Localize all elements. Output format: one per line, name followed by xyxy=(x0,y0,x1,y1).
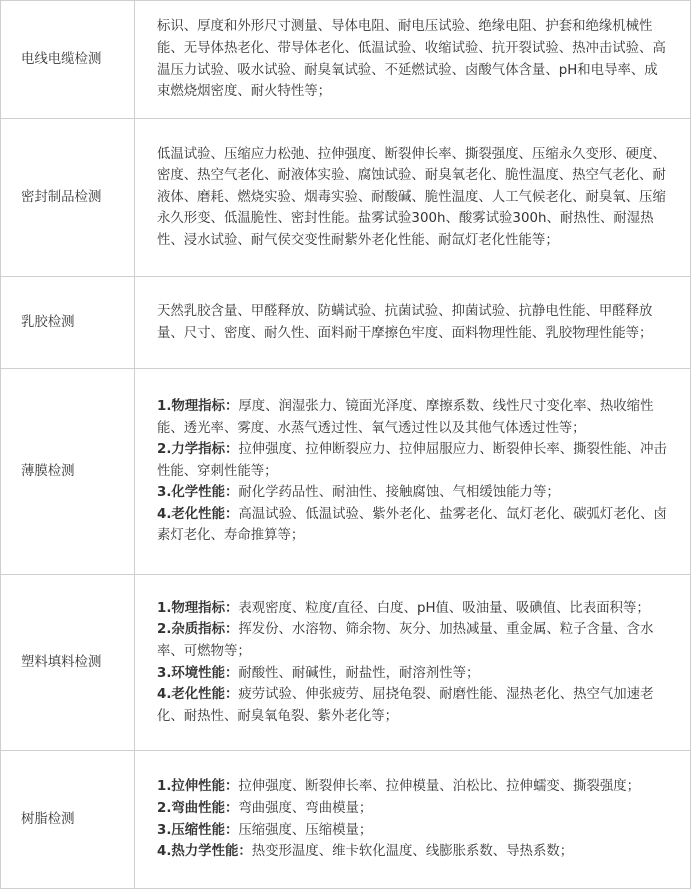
category-cell: 电线电缆检测 xyxy=(1,1,135,119)
item-title: 1.物理指标： xyxy=(157,398,239,414)
item-title: 2.力学指标： xyxy=(157,442,239,458)
detail-cell xyxy=(135,751,691,889)
item-text: 弯曲强度、弯曲模量； xyxy=(238,800,373,816)
item-title: 3.压缩性能： xyxy=(157,822,239,838)
table-row xyxy=(1,751,691,889)
category-cell: 密封制品检测 xyxy=(1,119,135,277)
table-row xyxy=(1,119,691,277)
detail-cell xyxy=(135,369,691,575)
item-text: 耐酸性、耐碱性，耐盐性，耐溶剂性等； xyxy=(238,665,480,681)
item-text: 挥发份、水溶物、筛余物、灰分、加热减量、重金属、粒子含量、含水率、可燃物等； xyxy=(157,622,654,659)
category-cell: 塑料填料检测 xyxy=(1,575,135,751)
detail-cell: 标识、厚度和外形尺寸测量、导体电阻、耐电压试验、绝缘电阻、护套和绝缘机械性能、无导体热老化、带导体老化、低温试验、收缩试验、抗开裂试验、热冲击试验、高温压力试验、吸水试验、耐臭氧试验、不延燃试验、卤酸气体含量、pH和电导率、成束燃烧烟密度、耐火特性等； xyxy=(135,1,691,119)
table-row xyxy=(1,277,691,369)
detail-item xyxy=(157,598,668,620)
item-text: 厚度、润湿张力、镜面光泽度、摩擦系数、线性尺寸变化率、热收缩性能、透光率、雾度、水蒸气透过性、氧气透过性以及其他气体透过性等； xyxy=(157,398,654,436)
detail-item xyxy=(157,776,668,798)
item-text: 疲劳试验、伸张疲劳、屈挠龟裂、耐磨性能、湿热老化、热空气加速老化、耐热性、耐臭氧龟裂、紫外老化等； xyxy=(157,687,654,724)
detail-cell: 低温试验、压缩应力松弛、拉伸强度、断裂伸长率、撕裂强度、压缩永久变形、硬度、密度、热空气老化、耐液体实验、腐蚀试验、耐臭氧老化、脆性温度、热空气老化、耐液体、磨耗、燃烧实验、烟毒实验、耐酸碱、脆性温度、人工气候老化、耐臭氧、压缩永久形变、低温脆性、密封性能。盐雾试验300h、酸雾试验300h、耐热性、耐湿热性、浸水试验、耐气侯交变性耐紫外老化性能、耐氙灯老化性能等； xyxy=(135,119,691,277)
category-cell: 树脂检测 xyxy=(1,751,135,889)
item-title: 4.老化性能： xyxy=(157,506,239,522)
item-text: 表观密度、粒度/直径、白度、pH值、吸油量、吸碘值、比表面积等； xyxy=(238,600,650,616)
table-row xyxy=(1,369,691,575)
item-title: 2.杂质指标： xyxy=(157,622,239,638)
detail-item xyxy=(157,841,668,863)
detail-item xyxy=(157,798,668,820)
detail-item xyxy=(157,619,668,662)
table-row xyxy=(1,1,691,119)
detail-cell xyxy=(135,575,691,751)
detail-item xyxy=(157,504,668,547)
item-text: 热变形温度、维卡软化温度、线膨胀系数、导热系数； xyxy=(251,844,574,860)
item-title: 3.环境性能： xyxy=(157,665,239,681)
item-text: 耐化学药品性、耐油性、接触腐蚀、气相缓蚀能力等； xyxy=(238,485,560,501)
detail-item xyxy=(157,684,668,727)
item-text: 拉伸强度、拉伸断裂应力、拉伸屈服应力、断裂伸长率、撕裂性能、冲击性能、穿刺性能等； xyxy=(157,442,667,479)
item-text: 拉伸强度、断裂伸长率、拉伸模量、泊松比、拉伸蠕变、撕裂强度； xyxy=(238,779,641,795)
table-row xyxy=(1,575,691,751)
item-title: 1.物理指标： xyxy=(157,600,239,616)
item-title: 4.老化性能： xyxy=(157,687,239,703)
detail-cell: 天然乳胶含量、甲醛释放、防螨试验、抗菌试验、抑菌试验、抗静电性能、甲醛释放量、尺寸、密度、耐久性、面料耐干摩擦色牢度、面料物理性能、乳胶物理性能等； xyxy=(135,277,691,369)
detail-item xyxy=(157,663,668,685)
item-text: 高温试验、低温试验、紫外老化、盐雾老化、氙灯老化、碳弧灯老化、卤素灯老化、寿命推算等； xyxy=(157,506,667,544)
item-title: 1.拉伸性能： xyxy=(157,779,239,795)
detail-item xyxy=(157,396,668,439)
category-cell: 薄膜检测 xyxy=(1,369,135,575)
detail-item xyxy=(157,820,668,842)
item-title: 4.热力学性能： xyxy=(157,844,252,860)
item-title: 3.化学性能： xyxy=(157,485,239,501)
category-cell: 乳胶检测 xyxy=(1,277,135,369)
item-text: 压缩强度、压缩模量； xyxy=(238,822,373,838)
item-title: 2.弯曲性能： xyxy=(157,800,239,816)
detail-item xyxy=(157,482,668,504)
detail-item xyxy=(157,439,668,482)
